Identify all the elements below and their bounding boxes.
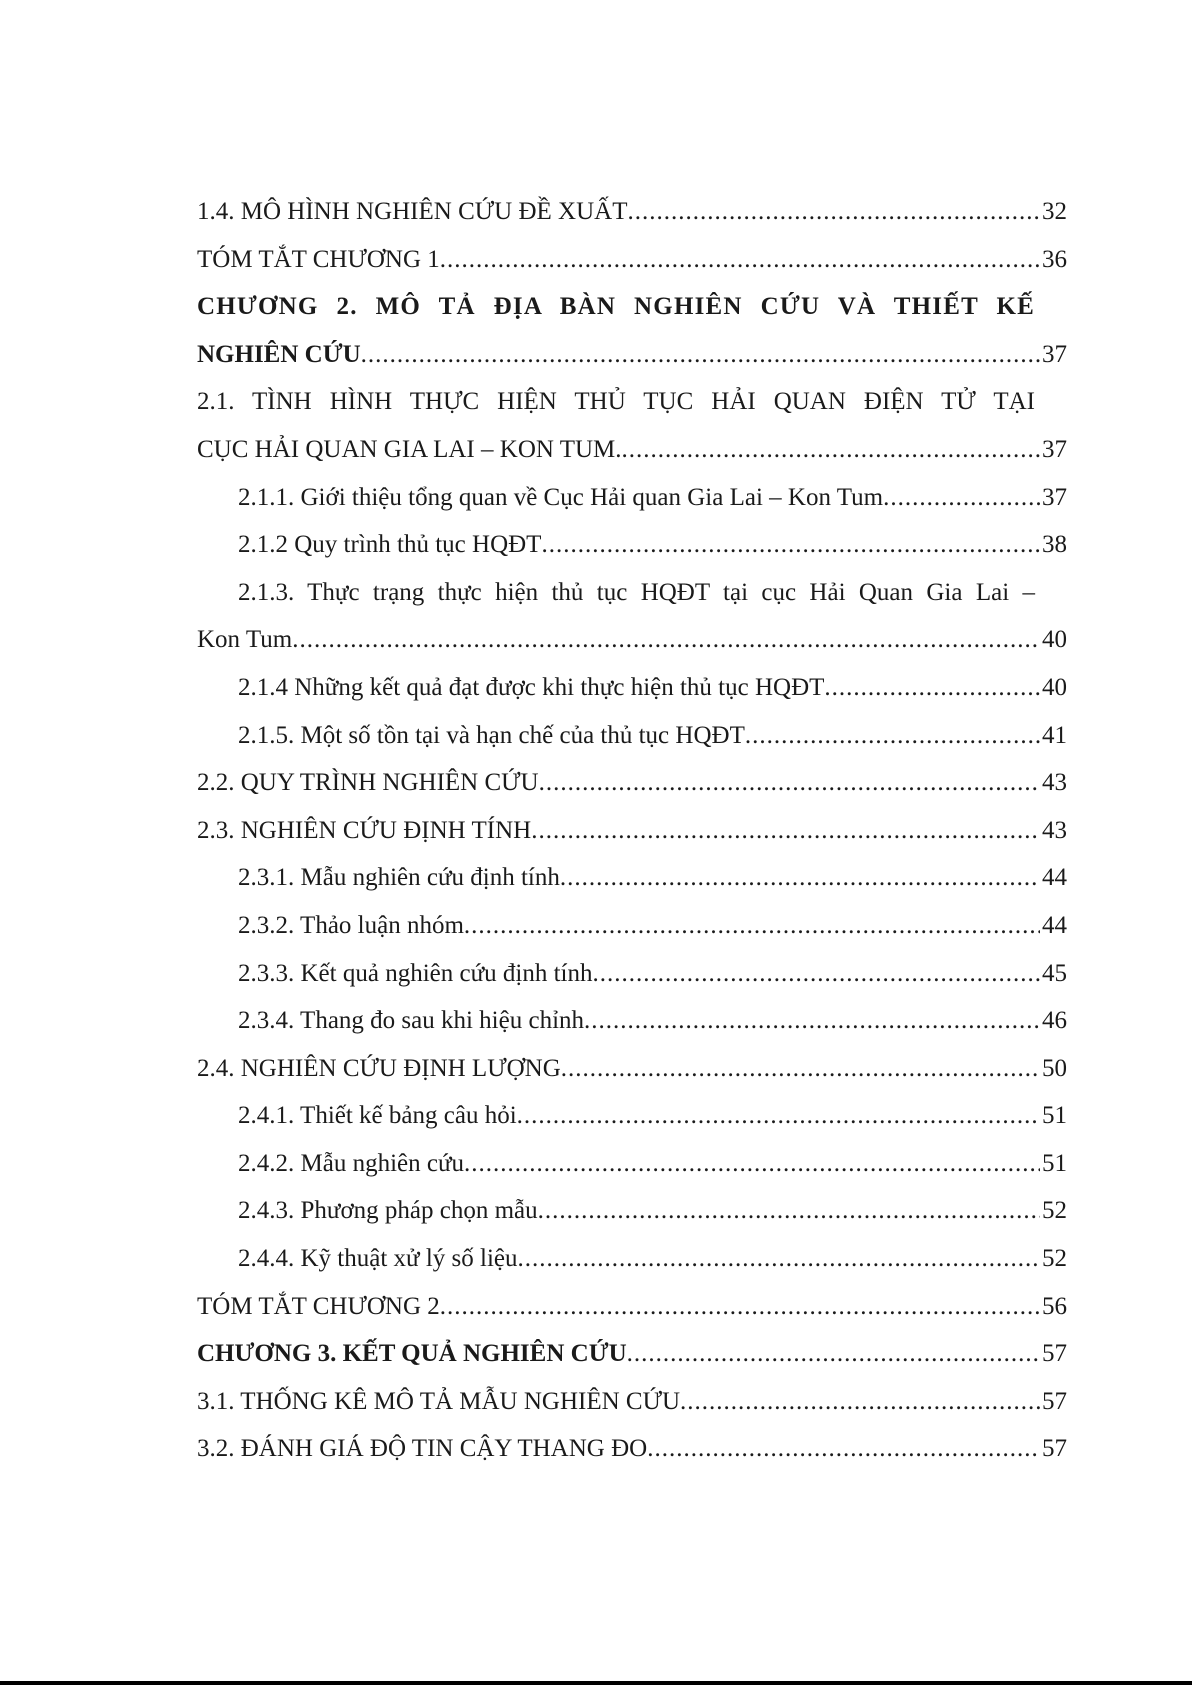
toc-entry-title: 2.3.1. Mẫu nghiên cứu định tính bbox=[238, 864, 560, 892]
toc-entry bbox=[197, 331, 1067, 379]
toc-dot-leader bbox=[680, 1378, 1040, 1426]
toc-entry bbox=[197, 712, 1067, 760]
toc-page-number: 46 bbox=[1042, 1007, 1067, 1035]
toc-page-number: 51 bbox=[1042, 1149, 1067, 1177]
toc-page-number: 51 bbox=[1042, 1102, 1067, 1130]
toc-dot-leader bbox=[584, 997, 1040, 1045]
toc-page-number: 56 bbox=[1042, 1292, 1067, 1320]
toc-entry-title: 2.4.4. Kỹ thuật xử lý số liệu bbox=[238, 1245, 518, 1273]
toc-entry-title: TÓM TẮT CHƯƠNG 1 bbox=[197, 245, 440, 273]
toc-dot-leader bbox=[592, 950, 1040, 998]
toc-dot-leader bbox=[361, 331, 1040, 379]
toc-entry bbox=[197, 474, 1067, 522]
toc-entry bbox=[197, 664, 1067, 712]
toc-dot-leader bbox=[440, 236, 1040, 284]
toc-entry bbox=[197, 1187, 1067, 1235]
toc-page-number: 44 bbox=[1042, 911, 1067, 939]
toc-entry bbox=[197, 521, 1067, 569]
toc-entry bbox=[197, 1092, 1067, 1140]
toc-page-number: 40 bbox=[1042, 626, 1067, 654]
toc-dot-leader bbox=[440, 1283, 1040, 1331]
toc-entry bbox=[197, 1045, 1067, 1093]
toc-page-number: 32 bbox=[1042, 198, 1067, 225]
toc-entry bbox=[197, 807, 1067, 855]
toc-page-number: 52 bbox=[1042, 1245, 1067, 1273]
toc-entry-title: TÓM TẮT CHƯƠNG 2 bbox=[197, 1292, 440, 1320]
toc-page-number: 57 bbox=[1042, 1435, 1067, 1463]
toc-entry-first-line: 2.1. TÌNH HÌNH THỰC HIỆN THỦ TỤC HẢI QUAN ĐIỆN TỬ TẠI bbox=[197, 388, 1035, 416]
toc-page-number: 44 bbox=[1042, 864, 1067, 892]
toc-entry bbox=[197, 426, 1067, 474]
toc-entry-title: 3.1. THỐNG KÊ MÔ TẢ MẪU NGHIÊN CỨU bbox=[197, 1387, 681, 1415]
toc-page-number: 36 bbox=[1042, 245, 1067, 273]
toc-page-number: 43 bbox=[1042, 816, 1067, 844]
toc-dot-leader bbox=[292, 616, 1040, 664]
toc-entry bbox=[197, 997, 1067, 1045]
toc-page-number: 45 bbox=[1042, 959, 1067, 987]
toc-dot-leader bbox=[464, 902, 1040, 950]
toc-entry bbox=[197, 1330, 1067, 1378]
toc-entry bbox=[197, 188, 1067, 236]
toc-page-number: 50 bbox=[1042, 1054, 1067, 1082]
toc-page-number: 41 bbox=[1042, 721, 1067, 749]
toc-dot-leader bbox=[561, 1045, 1040, 1093]
toc-entry-title: 2.1.4 Những kết quả đạt được khi thực hiện thủ tục HQĐT bbox=[238, 673, 825, 701]
toc-entry-title: 1.4. MÔ HÌNH NGHIÊN CỨU ĐỀ XUẤT bbox=[197, 198, 628, 225]
toc-dot-leader bbox=[518, 1235, 1040, 1283]
toc-entry-title: CHƯƠNG 3. KẾT QUẢ NGHIÊN CỨU bbox=[197, 1340, 627, 1368]
toc-dot-leader bbox=[883, 474, 1040, 522]
toc-page-number: 43 bbox=[1042, 769, 1067, 797]
toc-entry-title: 2.4.3. Phương pháp chọn mẫu bbox=[238, 1197, 538, 1225]
toc-page-number: 37 bbox=[1042, 483, 1067, 511]
toc-entry-title: 2.1.5. Một số tồn tại và hạn chế của thủ tục HQĐT bbox=[238, 721, 745, 749]
toc-dot-leader bbox=[745, 712, 1040, 760]
toc-entry bbox=[197, 759, 1067, 807]
toc-entry bbox=[197, 616, 1067, 664]
toc-dot-leader bbox=[539, 759, 1040, 807]
toc-page-number: 37 bbox=[1042, 435, 1067, 463]
table-of-contents bbox=[197, 188, 1067, 1473]
toc-entry-title: 2.4. NGHIÊN CỨU ĐỊNH LƯỢNG bbox=[197, 1054, 561, 1082]
toc-dot-leader bbox=[560, 854, 1040, 902]
toc-entry-title: Kon Tum bbox=[197, 626, 293, 654]
toc-entry bbox=[197, 950, 1067, 998]
toc-entry-title: 2.4.1. Thiết kế bảng câu hỏi bbox=[238, 1102, 517, 1130]
toc-entry bbox=[197, 236, 1067, 284]
toc-entry-title: NGHIÊN CỨU bbox=[197, 340, 361, 368]
toc-dot-leader bbox=[622, 426, 1040, 474]
toc-dot-leader bbox=[647, 1425, 1040, 1473]
toc-page-number: 52 bbox=[1042, 1197, 1067, 1225]
toc-dot-leader bbox=[627, 188, 1040, 236]
toc-page-number: 57 bbox=[1042, 1387, 1067, 1415]
toc-entry bbox=[197, 1235, 1067, 1283]
toc-entry bbox=[197, 902, 1067, 950]
toc-dot-leader bbox=[531, 807, 1040, 855]
toc-entry-title: 2.3.4. Thang đo sau khi hiệu chỉnh bbox=[238, 1007, 585, 1035]
toc-entry bbox=[197, 1425, 1067, 1473]
toc-entry-title: 2.4.2. Mẫu nghiên cứu bbox=[238, 1149, 465, 1177]
page-bottom-border bbox=[0, 1681, 1192, 1685]
toc-entry-title: 2.2. QUY TRÌNH NGHIÊN CỨU bbox=[197, 769, 539, 797]
toc-dot-leader bbox=[627, 1330, 1040, 1378]
toc-entry-first-line: 2.1.3. Thực trạng thực hiện thủ tục HQĐT tại cục Hải Quan Gia Lai – bbox=[238, 578, 1035, 606]
toc-entry bbox=[197, 1140, 1067, 1188]
toc-entry-title: 2.1.2 Quy trình thủ tục HQĐT bbox=[238, 531, 542, 559]
toc-entry-title: 2.3.2. Thảo luận nhóm bbox=[238, 911, 464, 939]
toc-page-number: 38 bbox=[1042, 531, 1067, 559]
toc-entry bbox=[197, 1378, 1067, 1426]
toc-entry-title: CỤC HẢI QUAN GIA LAI – KON TUM. bbox=[197, 435, 622, 463]
toc-entry bbox=[197, 854, 1067, 902]
toc-entry-title: 3.2. ĐÁNH GIÁ ĐỘ TIN CẬY THANG ĐO bbox=[197, 1435, 648, 1463]
toc-entry-title: 2.3.3. Kết quả nghiên cứu định tính bbox=[238, 959, 593, 987]
toc-page-number: 37 bbox=[1042, 340, 1067, 368]
toc-dot-leader bbox=[538, 1187, 1040, 1235]
toc-entry-title: 2.1.1. Giới thiệu tổng quan về Cục Hải quan Gia Lai – Kon Tum bbox=[238, 483, 884, 511]
toc-entry-first-line: CHƯƠNG 2. MÔ TẢ ĐỊA BÀN NGHIÊN CỨU VÀ THIẾT KẾ bbox=[197, 293, 1035, 321]
toc-dot-leader bbox=[824, 664, 1040, 712]
toc-page-number: 57 bbox=[1042, 1340, 1067, 1368]
toc-entry-title: 2.3. NGHIÊN CỨU ĐỊNH TÍNH bbox=[197, 816, 532, 844]
toc-dot-leader bbox=[464, 1140, 1040, 1188]
toc-page-number: 40 bbox=[1042, 673, 1067, 701]
toc-entry bbox=[197, 1283, 1067, 1331]
toc-dot-leader bbox=[517, 1092, 1040, 1140]
toc-dot-leader bbox=[541, 521, 1040, 569]
